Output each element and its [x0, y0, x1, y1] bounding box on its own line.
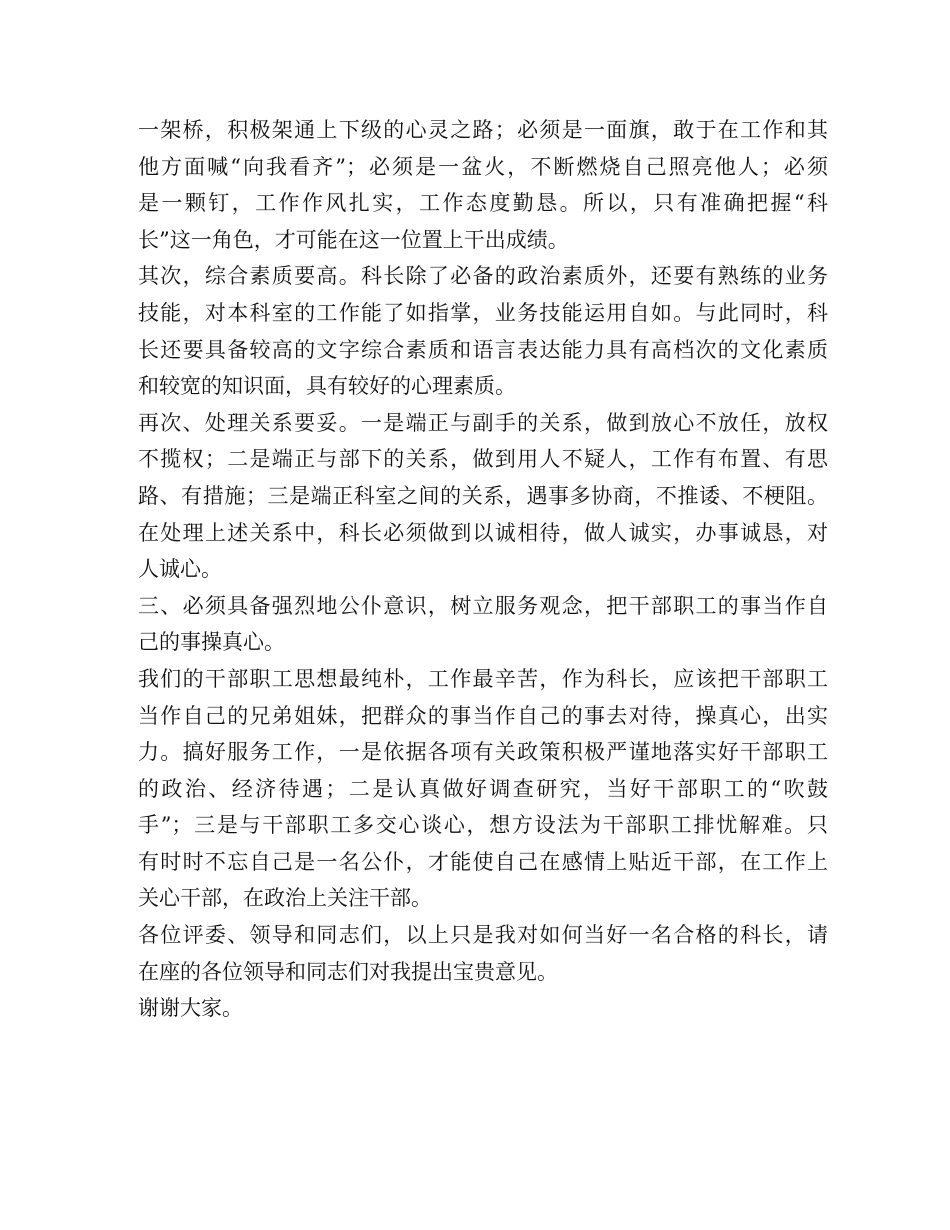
text-line: 在处理上述关系中，科长必须做到以诚相待，做人诚实，办事诚恳，对 — [138, 520, 828, 545]
text-line: 再次、处理关系要妥。一是端正与副手的关系，做到放心不放任，放权 — [138, 410, 828, 435]
text-line: 各位评委、领导和同志们，以上只是我对如何当好一名合格的科长，请 — [138, 923, 828, 948]
text-line: 力。搞好服务工作，一是依据各项有关政策积极严谨地落实好干部职工 — [138, 740, 828, 765]
text-line: 其次，综合素质要高。科长除了必备的政治素质外，还要有熟练的业务 — [138, 264, 828, 289]
text-line: 不揽权；二是端正与部下的关系，做到用人不疑人，工作有布置、有思 — [138, 447, 828, 472]
text-line: 技能，对本科室的工作能了如指掌，业务技能运用自如。与此同时，科 — [138, 300, 828, 325]
text-line: 当作自己的兄弟姐妹，把群众的事当作自己的事去对待，操真心，出实 — [138, 703, 828, 728]
text-line: 我们的干部职工思想最纯朴，工作最辛苦，作为科长，应该把干部职工 — [138, 666, 828, 691]
text-line: 长还要具备较高的文字综合素质和语言表达能力具有高档次的文化素质 — [138, 337, 828, 362]
text-line: 是一颗钉，工作作风扎实，工作态度勤恳。所以，只有准确把握“科 — [138, 191, 828, 216]
text-line: 他方面喊“向我看齐”；必须是一盆火，不断燃烧自己照亮他人；必须 — [138, 154, 828, 179]
text-line: 的政治、经济待遇；二是认真做好调查研究，当好干部职工的“吹鼓 — [138, 776, 828, 801]
text-line: 长”这一角色，才可能在这一位置上干出成绩。 — [138, 227, 569, 252]
document-body — [138, 112, 828, 1027]
text-line: 己的事操真心。 — [138, 630, 285, 655]
text-line: 谢谢大家。 — [138, 996, 243, 1021]
text-line: 人诚心。 — [138, 557, 222, 582]
text-line: 三、必须具备强烈地公仆意识，树立服务观念，把干部职工的事当作自 — [138, 593, 828, 618]
text-line: 路、有措施；三是端正科室之间的关系，遇事多协商，不推诿、不梗阻。 — [138, 483, 828, 508]
text-line: 手”；三是与干部职工多交心谈心，想方设法为干部职工排忧解难。只 — [138, 813, 828, 838]
text-line: 关心干部，在政治上关注干部。 — [138, 886, 432, 911]
text-line: 和较宽的知识面，具有较好的心理素质。 — [138, 374, 516, 399]
text-line: 在座的各位领导和同志们对我提出宝贵意见。 — [138, 959, 558, 984]
text-line: 一架桥，积极架通上下级的心灵之路；必须是一面旗，敢于在工作和其 — [138, 118, 828, 142]
text-line: 有时时不忘自己是一名公仆，才能使自己在感情上贴近干部，在工作上 — [138, 849, 828, 874]
